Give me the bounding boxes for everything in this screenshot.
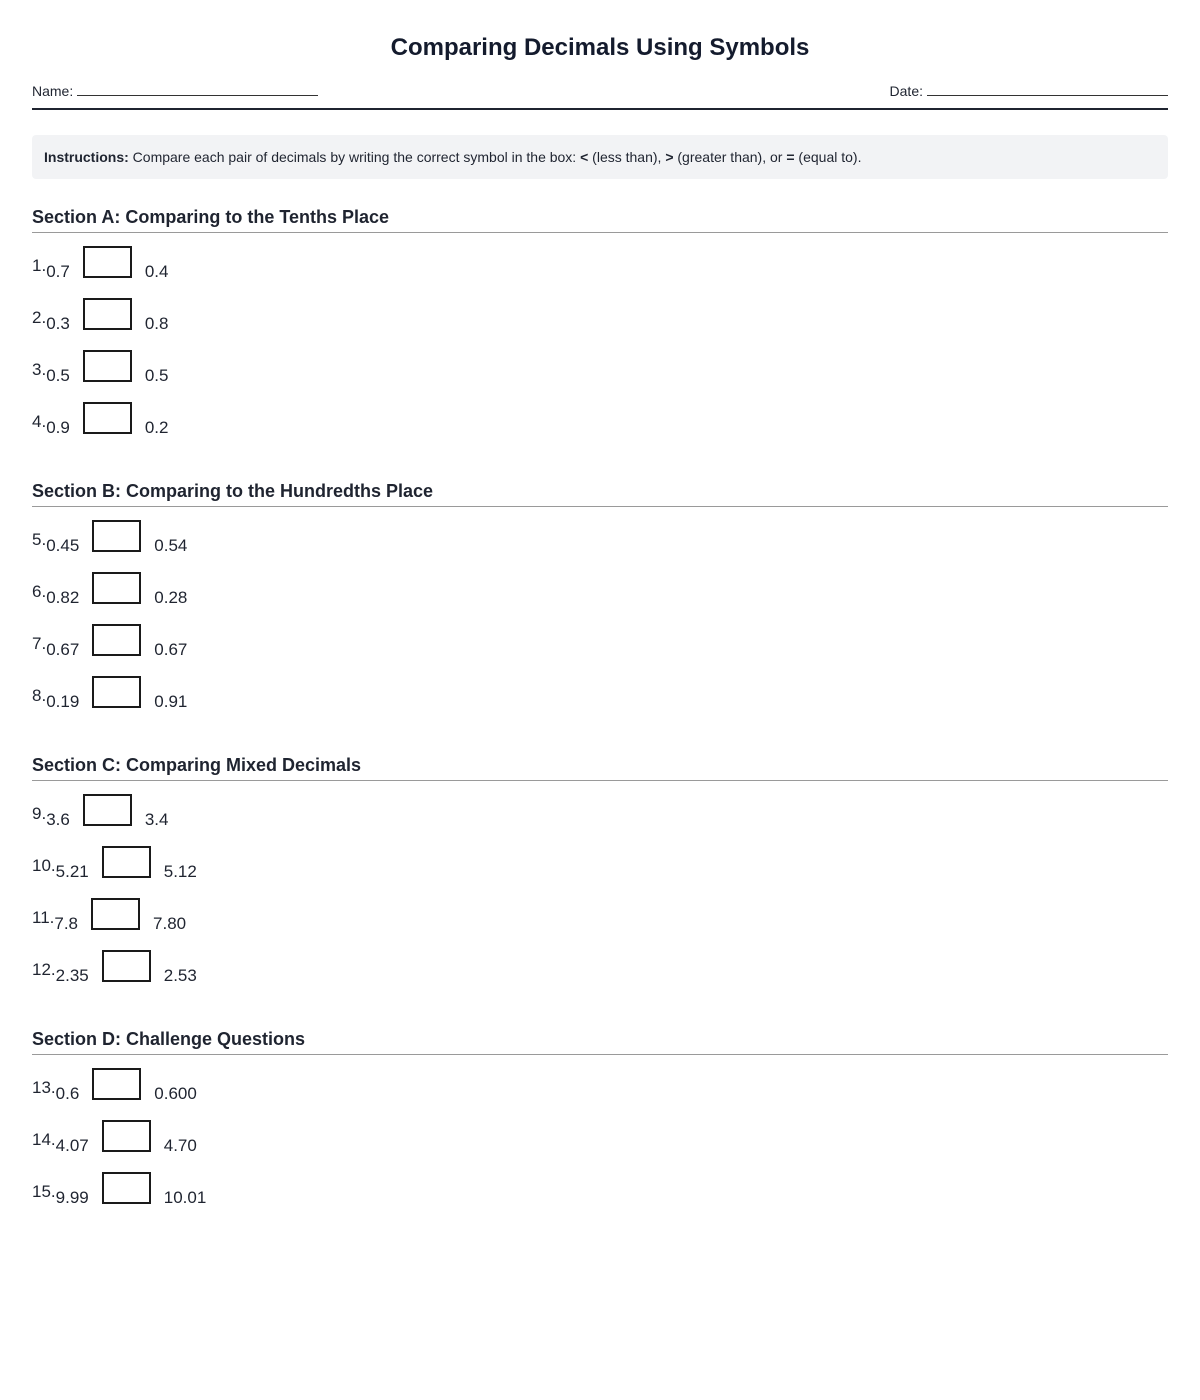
problem-list: [32, 1067, 1168, 1223]
instructions-box: [32, 135, 1168, 179]
right-decimal: 2.53: [163, 966, 197, 985]
right-decimal: 5.12: [163, 862, 197, 881]
section-title: Section C: Comparing Mixed Decimals: [32, 754, 1168, 781]
answer-box[interactable]: [102, 1120, 151, 1152]
problem-list: [32, 793, 1168, 1001]
greater-than-desc: (greater than), or: [677, 149, 783, 165]
answer-box[interactable]: [92, 572, 141, 604]
problem-row: [32, 623, 1168, 675]
problem-row: [32, 349, 1168, 401]
problem-number: 11.: [32, 908, 55, 927]
problem-number: 7.: [32, 634, 47, 653]
date-label: Date:: [889, 83, 923, 99]
answer-box[interactable]: [83, 350, 132, 382]
right-decimal: 0.5: [144, 366, 169, 385]
right-decimal: 0.8: [144, 314, 169, 333]
right-decimal: 10.01: [163, 1188, 207, 1207]
problem-row: [32, 245, 1168, 297]
less-than-symbol: <: [580, 149, 589, 165]
problem-number: 1.: [32, 256, 47, 275]
answer-box[interactable]: [83, 402, 132, 434]
answer-box[interactable]: [83, 794, 132, 826]
left-decimal: 4.07: [55, 1136, 89, 1155]
problem-row: [32, 675, 1168, 727]
right-decimal: 0.91: [154, 692, 188, 711]
problem-row: [32, 571, 1168, 623]
left-decimal: 3.6: [46, 810, 70, 829]
right-decimal: 0.67: [154, 640, 188, 659]
name-label: Name:: [32, 83, 74, 99]
problem-number: 13.: [32, 1078, 56, 1097]
left-decimal: 0.3: [46, 314, 70, 333]
left-decimal: 0.45: [46, 536, 80, 555]
answer-box[interactable]: [102, 846, 151, 878]
name-input-line[interactable]: [77, 81, 318, 96]
page-title: Comparing Decimals Using Symbols: [390, 34, 810, 61]
left-decimal: 0.82: [46, 588, 80, 607]
answer-box[interactable]: [83, 298, 132, 330]
problem-number: 8.: [32, 686, 47, 705]
worksheet-header: [32, 63, 1168, 110]
name-field: [32, 81, 318, 99]
date-input-line[interactable]: [927, 81, 1168, 96]
left-decimal: 0.19: [46, 692, 80, 711]
answer-box[interactable]: [92, 1068, 141, 1100]
left-decimal: 0.7: [46, 262, 70, 281]
problem-number: 15.: [32, 1182, 56, 1201]
problem-row: [32, 297, 1168, 349]
left-decimal: 0.67: [46, 640, 80, 659]
section: [32, 1028, 1168, 1223]
answer-box[interactable]: [91, 898, 140, 930]
right-decimal: 7.80: [153, 914, 187, 933]
answer-box[interactable]: [92, 624, 141, 656]
right-decimal: 0.54: [154, 536, 188, 555]
problem-number: 9.: [32, 804, 47, 823]
problem-row: [32, 845, 1168, 897]
left-decimal: 5.21: [55, 862, 89, 881]
answer-box[interactable]: [102, 950, 151, 982]
problem-row: [32, 1119, 1168, 1171]
section: [32, 480, 1168, 727]
worksheet-page: [32, 0, 1168, 1223]
less-than-desc: (less than),: [592, 149, 662, 165]
instructions-text: Compare each pair of decimals by writing the correct symbol in the box:: [132, 149, 577, 165]
left-decimal: 7.8: [54, 914, 79, 933]
section-title: Section B: Comparing to the Hundredths Place: [32, 480, 1168, 507]
answer-box[interactable]: [92, 676, 141, 708]
left-decimal: 0.6: [55, 1084, 80, 1103]
left-decimal: 9.99: [55, 1188, 89, 1207]
left-decimal: 0.5: [46, 366, 70, 385]
problem-row: [32, 1067, 1168, 1119]
right-decimal: 3.4: [144, 810, 169, 829]
problem-row: [32, 1171, 1168, 1223]
sections-container: [32, 206, 1168, 1223]
right-decimal: 0.2: [144, 418, 169, 437]
answer-box[interactable]: [92, 520, 141, 552]
right-decimal: 0.4: [144, 262, 169, 281]
problem-list: [32, 245, 1168, 453]
right-decimal: 0.600: [154, 1084, 197, 1103]
right-decimal: 4.70: [163, 1136, 197, 1155]
problem-number: 3.: [32, 360, 47, 379]
section: [32, 754, 1168, 1001]
problem-row: [32, 401, 1168, 453]
right-decimal: 0.28: [154, 588, 188, 607]
greater-than-symbol: >: [665, 149, 674, 165]
problem-row: [32, 793, 1168, 845]
equal-symbol: =: [786, 149, 795, 165]
equal-desc: (equal to).: [798, 149, 862, 165]
problem-list: [32, 519, 1168, 727]
problem-number: 6.: [32, 582, 47, 601]
problem-number: 12.: [32, 960, 56, 979]
problem-number: 14.: [32, 1130, 56, 1149]
problem-number: 4.: [32, 412, 47, 431]
section: [32, 206, 1168, 453]
section-title: Section A: Comparing to the Tenths Place: [32, 206, 1168, 233]
left-decimal: 2.35: [55, 966, 89, 985]
problem-number: 10.: [32, 856, 56, 875]
answer-box[interactable]: [83, 246, 132, 278]
problem-row: [32, 897, 1168, 949]
answer-box[interactable]: [102, 1172, 151, 1204]
instructions-label: Instructions:: [44, 149, 129, 165]
section-title: Section D: Challenge Questions: [32, 1028, 1168, 1055]
left-decimal: 0.9: [46, 418, 70, 437]
problem-number: 2.: [32, 308, 47, 327]
problem-row: [32, 519, 1168, 571]
problem-number: 5.: [32, 530, 47, 549]
problem-row: [32, 949, 1168, 1001]
date-field: [890, 81, 1168, 99]
